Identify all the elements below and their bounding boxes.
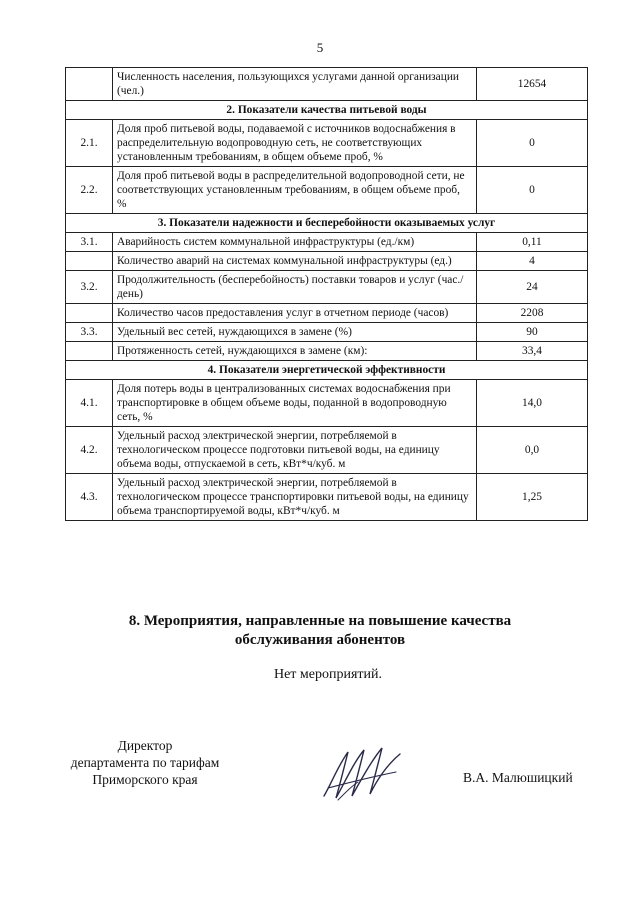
- signer-position: [40, 737, 250, 788]
- row-value: 14,0: [477, 380, 588, 427]
- row-number: 2.1.: [66, 120, 113, 167]
- row-number: 3.2.: [66, 271, 113, 304]
- table-row: [66, 167, 588, 214]
- section-8-text: Нет мероприятий.: [273, 667, 383, 682]
- table-row: [66, 304, 588, 323]
- row-value: 90: [477, 323, 588, 342]
- row-description: Доля проб питьевой воды в распределительной водопроводной сети, не соответствующих установленным требованиям, в общем объеме проб, %: [113, 167, 477, 214]
- row-number: [66, 252, 113, 271]
- row-value: 33,4: [477, 342, 588, 361]
- table-row: [66, 271, 588, 304]
- row-value: 2208: [477, 304, 588, 323]
- row-description: Количество часов предоставления услуг в отчетном периоде (часов): [113, 304, 477, 323]
- table-row: [66, 474, 588, 521]
- table-row: [66, 252, 588, 271]
- indicators-table: [65, 67, 588, 521]
- handwritten-signature: [318, 742, 408, 804]
- row-value: 1,25: [477, 474, 588, 521]
- row-number: [66, 68, 113, 101]
- table-section-row: [66, 361, 588, 380]
- row-number: 3.1.: [66, 233, 113, 252]
- indicators-table-body: [66, 68, 588, 521]
- row-value: 4: [477, 252, 588, 271]
- row-number: 2.2.: [66, 167, 113, 214]
- row-description: Численность населения, пользующихся услугами данной организации (чел.): [113, 68, 477, 101]
- row-number: 3.3.: [66, 323, 113, 342]
- row-description: Количество аварий на системах коммунальной инфраструктуры (ед.): [113, 252, 477, 271]
- table-row: [66, 342, 588, 361]
- row-value: 0: [477, 167, 588, 214]
- section-8-heading: [0, 612, 640, 650]
- row-description: Протяженность сетей, нуждающихся в замене (км):: [113, 342, 477, 361]
- row-value: 24: [477, 271, 588, 304]
- signer-position-line1: Директор: [117, 738, 173, 753]
- row-description: Удельный вес сетей, нуждающихся в замене (%): [113, 323, 477, 342]
- row-number: 4.3.: [66, 474, 113, 521]
- table-row: [66, 68, 588, 101]
- signer-name: В.А. Малюшицкий: [463, 770, 573, 785]
- row-value: 12654: [477, 68, 588, 101]
- row-description: Продолжительность (бесперебойность) поставки товаров и услуг (час./день): [113, 271, 477, 304]
- row-description: Удельный расход электрической энергии, потребляемой в технологическом процессе транспортировки питьевой воды, на единицу объема транспортируемой воды, кВт*ч/куб. м: [113, 474, 477, 521]
- signer-position-line3: Приморского края: [92, 772, 198, 787]
- section-title: 4. Показатели энергетической эффективности: [66, 361, 588, 380]
- row-description: Удельный расход электрической энергии, потребляемой в технологическом процессе подготовки питьевой воды, на единицу объема воды, отпускаемой в сеть, кВт*ч/куб. м: [113, 427, 477, 474]
- row-number: [66, 304, 113, 323]
- row-value: 0: [477, 120, 588, 167]
- table-row: [66, 323, 588, 342]
- table-row: [66, 233, 588, 252]
- row-number: 4.1.: [66, 380, 113, 427]
- row-value: 0,11: [477, 233, 588, 252]
- row-value: 0,0: [477, 427, 588, 474]
- section-title: 3. Показатели надежности и бесперебойности оказываемых услуг: [66, 214, 588, 233]
- table-row: [66, 427, 588, 474]
- row-number: [66, 342, 113, 361]
- row-number: 4.2.: [66, 427, 113, 474]
- row-description: Аварийность систем коммунальной инфраструктуры (ед./км): [113, 233, 477, 252]
- table-row: [66, 120, 588, 167]
- section-title: 2. Показатели качества питьевой воды: [66, 101, 588, 120]
- section-8-title-line2: обслуживания абонентов: [234, 632, 406, 648]
- page-number: 5: [316, 40, 324, 55]
- table-section-row: [66, 101, 588, 120]
- signer-position-line2: департамента по тарифам: [70, 755, 220, 770]
- table-row: [66, 380, 588, 427]
- row-description: Доля проб питьевой воды, подаваемой с источников водоснабжения в распределительную водопроводную сеть, не соответствующих установленным требованиям, в общем объеме проб, %: [113, 120, 477, 167]
- row-description: Доля потерь воды в централизованных системах водоснабжения при транспортировке в общем объеме воды, поданной в водопроводную сеть, %: [113, 380, 477, 427]
- section-8-title-line1: 8. Мероприятия, направленные на повышение качества: [128, 613, 512, 629]
- table-section-row: [66, 214, 588, 233]
